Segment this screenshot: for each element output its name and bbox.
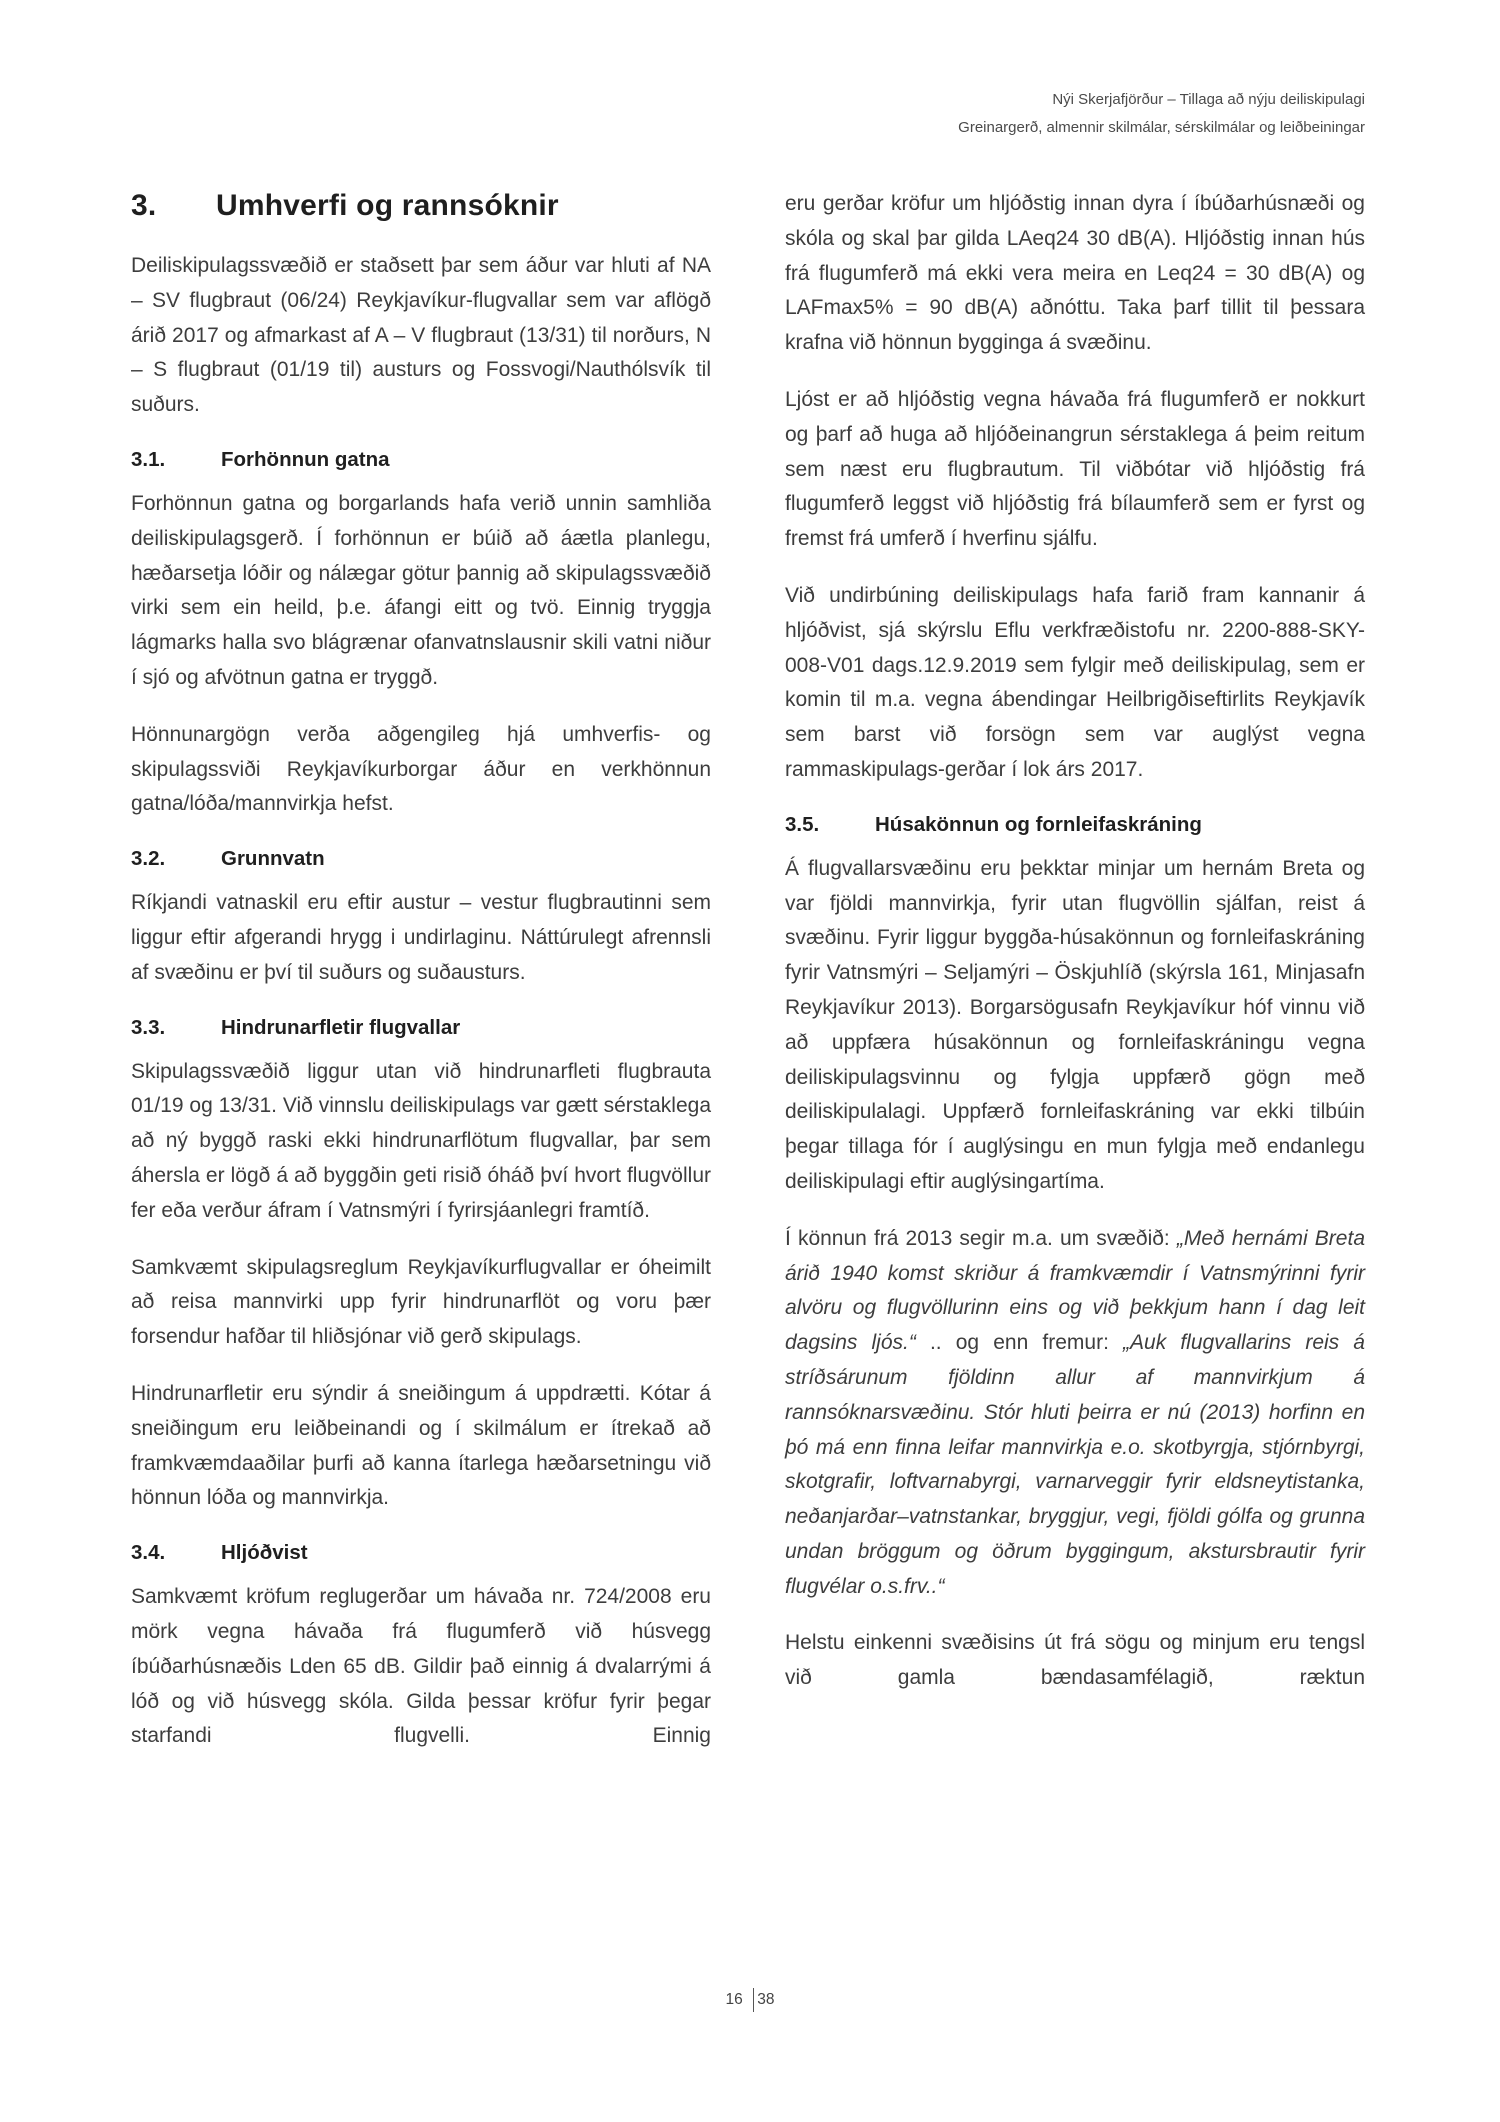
heading-title: Forhönnun gatna bbox=[221, 447, 390, 471]
body-text: Ljóst er að hljóðstig vegna hávaða frá flugumferð er nokkurt og þarf að huga að hljóðeinangrun sérstaklega á þeim reitum sem næst eru flugbrautum. Til viðbótar við hljóðstig frá flugumferð leggst við hljóðstig frá bílaumferð sem er fyrst og fremst frá umferð í hverfinu sjálfu. bbox=[785, 387, 1365, 551]
section-heading bbox=[131, 1013, 711, 1043]
section-heading bbox=[785, 810, 1365, 840]
paragraph bbox=[131, 718, 711, 822]
paragraph bbox=[785, 579, 1365, 788]
heading-number: 3.2. bbox=[131, 847, 166, 871]
columns bbox=[131, 187, 1365, 1776]
paragraph bbox=[131, 1377, 711, 1516]
paragraph bbox=[131, 886, 711, 990]
page-footer bbox=[0, 1988, 1500, 2012]
page-number-separator bbox=[753, 1988, 755, 2012]
quote-text: „Með hernámi Breta árið 1940 komst skriður á framkvæmdir í Vatnsmýrinni fyrir alvöru og flugvöllurinn eins og við þekkjum hann í dag leit dagsins ljós.“ bbox=[785, 1226, 1365, 1355]
paragraph bbox=[785, 187, 1365, 361]
body-text: Hindrunarfletir eru sýndir á sneiðingum á uppdrætti. Kótar á sneiðingum eru leiðbeinandi og í skilmálum er ítrekað að framkvæmdaaðilar þurfi að kanna ítarlega hæðarsetningu við hönnun lóða og mannvirkja. bbox=[131, 1381, 711, 1510]
column bbox=[131, 187, 711, 1776]
body-text: Deiliskipulagssvæðið er staðsett þar sem áður var hluti af NA – SV flugbraut (06/24) Reykjavíkur-flugvallar sem var aflögð árið 2017 og afmarkast af A – V flugbraut (13/31) til norðurs, N – S flugbraut (01/19 til) austurs og Fossvogi/Nauthólsvík til suðurs. bbox=[131, 254, 711, 417]
page-header bbox=[958, 86, 1365, 142]
paragraph bbox=[131, 487, 711, 696]
paragraph bbox=[785, 852, 1365, 1200]
heading-number: 3.5. bbox=[785, 812, 820, 836]
section-heading bbox=[131, 844, 711, 874]
body-text: Samkvæmt skipulagsreglum Reykjavíkurflugvallar er óheimilt að reisa mannvirki upp fyrir hindrunarflöt og voru þær forsendur hafðar til hliðsjónar við gerð skipulags. bbox=[131, 1255, 711, 1349]
body-text: Á flugvallarsvæðinu eru þekktar minjar um hernám Breta og var fjöldi mannvirkja, fyrir utan flugvöllin sjálfan, reist á svæðinu. Fyrir liggur byggða-húsakönnun og fornleifaskráning fyrir Vatnsmýri – Seljamýri – Öskjuhlíð (skýrsla 161, Minjasafn Reykjavíkur 2013). Borgarsögusafn Reykjavíkur hóf vinnu við að uppfæra húsakönnun og fornleifaskráningu vegna deiliskipulagsvinnu og fylgja uppfærð gögn með deiliskipulalagi. Uppfærð fornleifaskráning var ekki tilbúin þegar tillaga fór í auglýsingu en mun fylgja með endanlegu deiliskipulagi eftir auglýsingartíma. bbox=[785, 856, 1365, 1193]
page-number: 16 bbox=[725, 1991, 743, 2008]
body-text: Samkvæmt kröfum reglugerðar um hávaða nr. 724/2008 eru mörk vegna hávaða frá flugumferð við húsvegg íbúðarhúsnæðis Lden 65 dB. Gildir það einnig á dvalarrými á lóð og við húsvegg skóla. Gilda þessar kröfur fyrir þegar starfandi flugvelli. Einnig bbox=[131, 1585, 711, 1748]
paragraph bbox=[785, 1222, 1365, 1605]
body-text: eru gerðar kröfur um hljóðstig innan dyra í íbúðarhúsnæði og skóla og skal þar gilda LAeq24 30 dB(A). Hljóðstig innan hús frá flugumferð má ekki vera meira en Leq24 = 30 dB(A) og LAFmax5% = 90 dB(A) aðnóttu. Taka þarf tillit til þessara krafna við hönnun bygginga á svæðinu. bbox=[785, 192, 1365, 355]
heading-number: 3.3. bbox=[131, 1015, 166, 1039]
paragraph bbox=[131, 249, 711, 423]
section-heading bbox=[131, 445, 711, 475]
paragraph bbox=[785, 383, 1365, 557]
body-text: Skipulagssvæðið liggur utan við hindrunarfleti flugbrauta 01/19 og 13/31. Við vinnslu deiliskipulags var gætt sérstaklega að ný byggð raski ekki hindrunarflötum flugvallar, þar sem áhersla er lögð á að byggðin geti risið óháð því hvort flugvöllur fer eða verður áfram í Vatnsmýri í fyrirsjáanlegri framtíð. bbox=[131, 1059, 711, 1222]
page-total: 38 bbox=[757, 1991, 775, 2008]
body-text: Ríkjandi vatnaskil eru eftir austur – vestur flugbrautinni sem liggur eftir afgerandi hrygg i undirlaginu. Náttúrulegt afrennsli af svæðinu er því til suðurs og suðausturs. bbox=[131, 891, 711, 984]
heading-number: 3. bbox=[131, 189, 157, 222]
heading-number: 3.1. bbox=[131, 447, 166, 471]
body-text: Hönnunargögn verða aðgengileg hjá umhverfis- og skipulagssviði Reykjavíkurborgar áður en verkhönnun gatna/lóða/mannvirkja hefst. bbox=[131, 722, 711, 816]
paragraph bbox=[131, 1055, 711, 1229]
body-text: Í könnun frá 2013 segir m.a. um svæðið: bbox=[785, 1226, 1177, 1250]
body-text: .. og enn fremur: bbox=[915, 1331, 1124, 1355]
header-line-1: Nýi Skerjafjörður – Tillaga að nýju deiliskipulagi bbox=[1052, 91, 1365, 108]
quote-text: „Auk flugvallarins reis á stríðsárunum fjöldinn allur af mannvirkjum á rannsóknarsvæðinu. Stór hluti þeirra er nú (2013) horfinn en þó má enn finna leifar mannvirkja e.o. skotbyrgja, stjórnbyrgi, skotgrafir, loftvarnabyrgi, varnarveggir fyrir eldsneytistanka, neðanjarðar–vatnstankar, bryggjur, vegi, fjöldi gólfa og grunna undan bröggum og öðrum byggingum, akstursbrautir fyrir flugvélar o.s.frv..“ bbox=[785, 1331, 1365, 1598]
paragraph bbox=[131, 1580, 711, 1754]
body-text: Forhönnun gatna og borgarlands hafa verið unnin samhliða deiliskipulagsgerð. Í forhönnun er búið að áætla planlegu, hæðarsetja lóðir og nálægar götur þannig að skipulagssvæðið virki sem ein heild, þ.e. áfangi eitt og tvö. Einnig tryggja lágmarks halla svo blágrænar ofanvatnslausnir skili vatni niður í sjó og afvötnun gatna er tryggð. bbox=[131, 491, 711, 689]
chapter-heading bbox=[131, 187, 711, 225]
body-text: Helstu einkenni svæðisins út frá sögu og minjum eru tengsl við gamla bændasamfélagið, ræktun bbox=[785, 1631, 1365, 1690]
heading-title: Húsakönnun og fornleifaskráning bbox=[875, 812, 1202, 836]
paragraph bbox=[131, 1251, 711, 1355]
header-line-2: Greinargerð, almennir skilmálar, sérskilmálar og leiðbeiningar bbox=[958, 119, 1365, 136]
column bbox=[785, 187, 1365, 1776]
heading-title: Grunnvatn bbox=[221, 847, 325, 871]
heading-title: Umhverfi og rannsóknir bbox=[216, 189, 559, 222]
heading-number: 3.4. bbox=[131, 1541, 166, 1565]
body-text: Við undirbúning deiliskipulags hafa farið fram kannanir á hljóðvist, sjá skýrslu Eflu verkfræðistofu nr. 2200-888-SKY-008-V01 dags.12.9.2019 sem fylgir með deiliskipulag, sem er komin til m.a. vegna ábendingar Heilbrigðiseftirlits Reykjavík sem barst við forsögn sem var auglýst vegna rammaskipulags-gerðar í lok árs 2017. bbox=[785, 583, 1365, 781]
heading-title: Hljóðvist bbox=[221, 1541, 308, 1565]
paragraph bbox=[785, 1626, 1365, 1696]
heading-title: Hindrunarfletir flugvallar bbox=[221, 1015, 461, 1039]
section-heading bbox=[131, 1538, 711, 1568]
